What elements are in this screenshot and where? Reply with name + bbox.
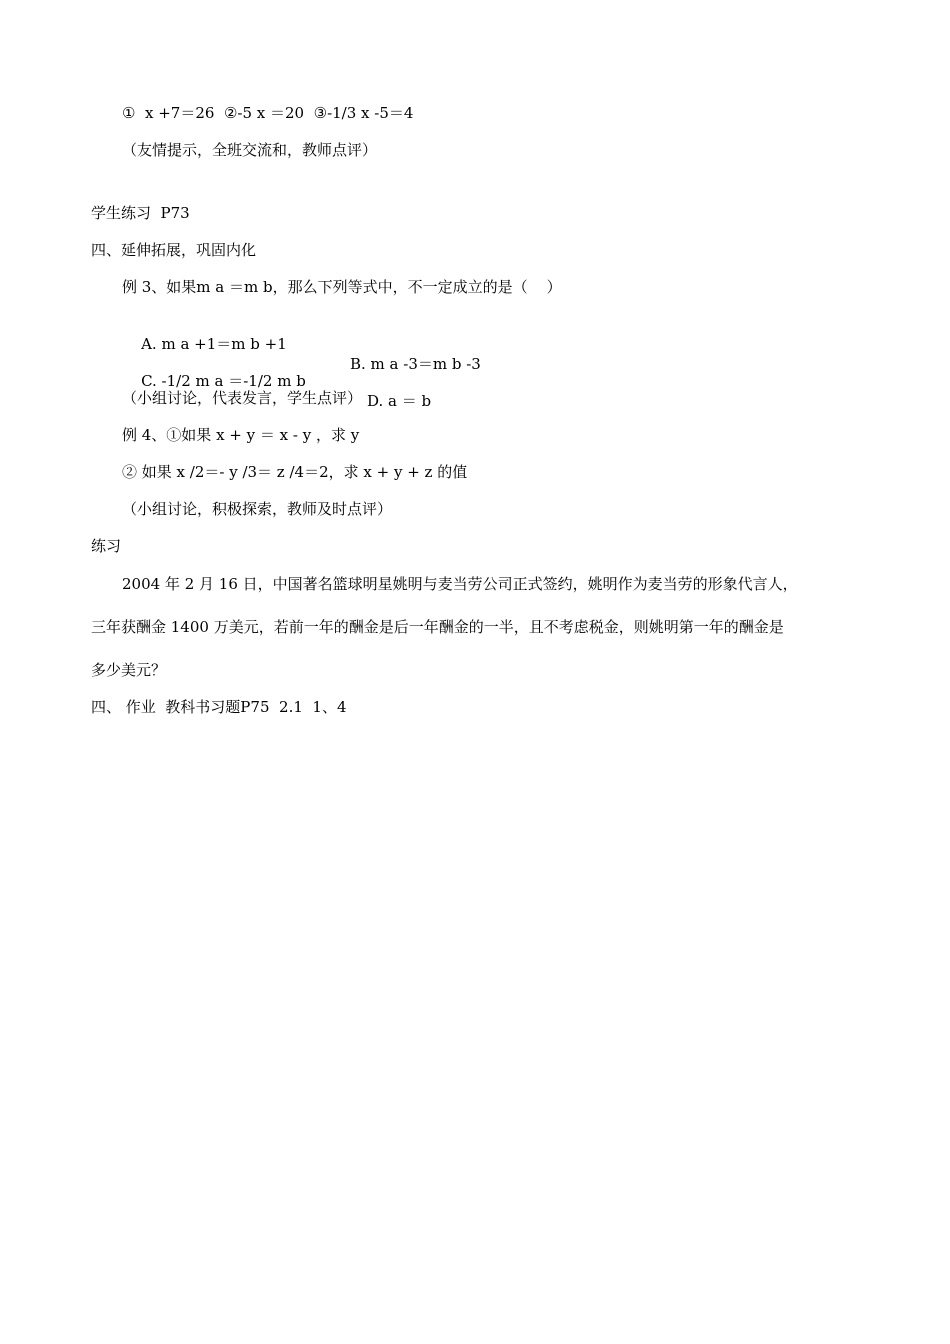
section-four-heading: 四、延伸拓展，巩固内化 — [91, 241, 257, 259]
option-b: B. m a -3＝m b -3 — [350, 355, 481, 373]
practice-paragraph-line-1: 2004 年 2 月 16 日，中国著名篮球明星姚明与麦当劳公司正式签约，姚明作为麦当劳的形象代言人， — [122, 575, 798, 593]
homework-line: 四、 作业 教科书习题P75 2.1 1、4 — [91, 698, 347, 716]
hint-active-exploration: （小组讨论，积极探索，教师及时点评） — [122, 500, 393, 518]
option-a: A. m a +1＝m b +1 — [141, 335, 287, 353]
example-three-question: 例 3、如果m a ＝m b，那么下列等式中，不一定成立的是（ ） — [122, 278, 562, 296]
option-d: D. a ＝ b — [367, 392, 432, 410]
equation-list: ① x +7＝26 ②-5 x ＝20 ③-1/3 x -5＝4 — [122, 104, 414, 122]
example-four-part-two: ② 如果 x /2＝- y /3＝ z /4＝2，求 x + y + z 的值 — [122, 463, 468, 481]
hint-group-discussion: （小组讨论，代表发言，学生点评） — [122, 389, 363, 407]
option-c: C. -1/2 m a ＝-1/2 m b — [141, 372, 306, 390]
hint-teacher-review: （友情提示，全班交流和，教师点评） — [122, 141, 378, 159]
example-four-part-one: 例 4、①如果 x + y ＝ x - y ，求 y — [122, 426, 360, 444]
student-practice-label: 学生练习 P73 — [91, 204, 190, 222]
practice-paragraph-line-3: 多少美元？ — [91, 661, 167, 679]
practice-heading: 练习 — [91, 537, 122, 555]
practice-paragraph-line-2: 三年获酬金 1400 万美元，若前一年的酬金是后一年酬金的一半，且不考虑税金，则姚明第一年的酬金是 — [91, 618, 784, 636]
